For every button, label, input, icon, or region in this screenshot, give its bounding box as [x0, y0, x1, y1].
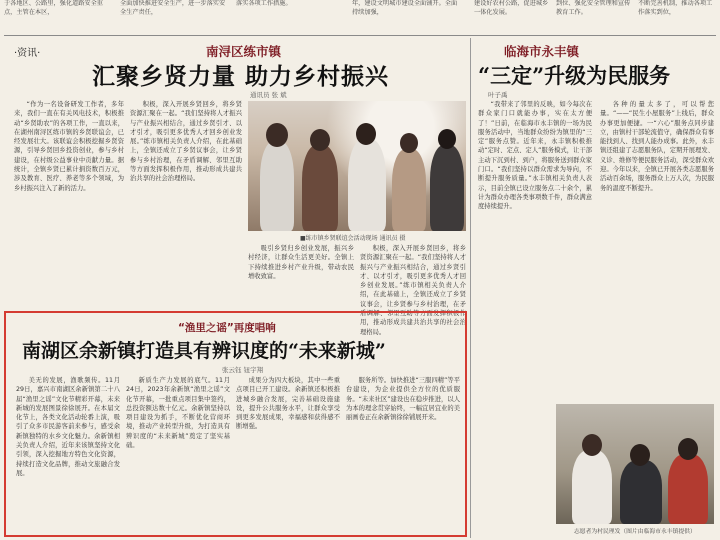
left-article-column-3: [248, 244, 354, 306]
left-article-column-2: [130, 100, 242, 306]
paragraph: “我带来了邻里的反映，如今每次在群众家门口就能办事，实在太方便了！”日前，在临海市永丰镇的一场为民服务活动中，当地群众纷纷为镇里的“三定”服务点赞。近年来，永丰镇积极推动“定时、定点、定人”服务模式，让干部主动下沉到村、到户，将服务送到群众家门口。“我们坚持以群众需求为导向，不断提升服务质量。”永丰镇相关负责人表示，目前全镇已设立服务点二十余个，累计为群众办理各类事项数千件，群众满意度持续提升。: [478, 101, 592, 211]
top-column: 到位、强化安全管理和宣传教育工作。: [556, 0, 631, 16]
featured-article-column-3: [236, 376, 340, 532]
paragraph: 积极，深入开展乡贤回乡，将乡贤资源汇聚在一起。“我们坚持将人才振兴与产业振兴相结合，通过乡贤引才、以才引才，吸引更多优秀人才回乡创业发展。”练市镇相关负责人介绍，在此基础上，全镇还成立了乡贤议事会，让乡贤参与乡村治理，在矛盾调解、邻里互助等方面发挥积极作用，推动形成共建共治共享的社会治理格局。: [130, 101, 242, 183]
column-divider: [470, 38, 471, 538]
right-photo-caption: 志愿者为村民理发（图片由临海市永丰镇提供）: [574, 529, 696, 535]
paragraph: “作为一名设备研发工作者，多年来，我们一直在有关风电技术，积极推动“乡贤助农”的各项工作，一直以来，在湖州南浔区练市镇的乡贤联谊会，已经发展壮大。该联谊会积极挖掘乡贤资源，引导乡贤回乡投资创业，参与乡村建设，在村级公益事业中贡献力量。据统计，全镇乡贤已累计捐资数百万元，涉及教育、医疗、养老等多个领域，为乡村振兴注入了新的活力。: [14, 101, 124, 192]
section-tag: ·资讯·: [14, 48, 41, 59]
left-photo-caption: ■练市镇乡贤联谊会活动现场 通讯员 摄: [300, 235, 406, 242]
featured-article-column-1: [16, 376, 120, 532]
top-column: 不断完善机制，推动各项工作落实到位，: [638, 0, 713, 16]
top-article-strip: [4, 0, 716, 34]
featured-article-headline: 南湖区余新镇打造具有辨识度的“未来新城”: [22, 340, 386, 362]
featured-article-column-2: [126, 376, 230, 532]
top-column: 于各地区、公路里，强化道路安全重点，主管在本区，: [4, 0, 103, 16]
right-article-column-2: [600, 100, 714, 398]
paragraph: 积极，深入开展乡贤回乡，将乡贤资源汇聚在一起。“我们坚持将人才振兴与产业振兴相结合，通过乡贤引才、以才引才，吸引更多优秀人才回乡创业发展。”练市镇相关负责人介绍，在此基础上，全镇还成立了乡贤议事会，让乡贤参与乡村治理，在矛盾调解、邻里互助等方面发挥积极作用，推动形成共建共治共享的社会治理格局。: [360, 245, 466, 336]
right-article-kicker: 临海市永丰镇: [504, 44, 580, 59]
top-column: 落实各项工作措施。: [236, 0, 292, 7]
right-article-photo: [556, 404, 714, 524]
paragraph: 服务所等。加快推进“三服四精”等平台建设，为企业提供全方位的优质服务。“未来社区”建设也在稳步推进，以人为本的理念贯穿始终，一幅宜居宜业的美丽画卷正在余新镇徐徐铺展开来。: [346, 377, 460, 422]
paragraph: 吸引乡贤归乡创业发展，振兴乡村经济，让群众生活更美好。全镇上下持续推进乡村产业升级，带动农民增收致富。: [248, 245, 354, 280]
top-column: 建设好农村公路，促进城乡一体化发展。: [474, 0, 549, 16]
right-article-headline: “三定”升级为民服务: [478, 63, 671, 88]
divider: [4, 35, 716, 36]
left-article-kicker: 南浔区练市镇: [206, 44, 282, 59]
top-column: 全面加快推进安全生产，进一步落实安全生产责任，: [120, 0, 226, 16]
paragraph: 各种的量太多了，可以帮您量。“——“民生小屋服务”上线后，群众办事更加便捷。一“六心”服务点同步建立，由镇村干部轮流值守，确保群众有事能找到人、找到人能办成事。此外，永丰镇还组建了志愿服务队，定期开展理发、义诊、维修等便民服务活动，深受群众欢迎。今年以来，全镇已开展各类志愿服务活动百余场，服务群众上万人次，为民服务的温度不断提升。: [600, 101, 714, 192]
left-article-photo: [248, 101, 466, 231]
paragraph: 新质生产力发展的底气。11月24日，2023年余新镇“渔里之谣”文化节开幕，一批重点项目集中签约，总投资额达数十亿元。余新镇坚持以项目建设为抓手，不断优化营商环境，推动产业转型升级，为打造具有辨识度的“未来新城”奠定了坚实基础。: [126, 377, 230, 450]
left-article-column-4: [360, 244, 466, 336]
paragraph: 美无的发展，渔歌频传。11月29日，嘉兴市南湖区余新镇第二十八届“渔里之谣”文化节精彩开幕，未来新城的发展图景徐徐展开。在本届文化节上，各类文化活动轮番上演，吸引了众多市民游客前来参与，感受余新镇独特的水乡文化魅力。余新镇相关负责人介绍，近年来该镇坚持文化引领，深入挖掘地方特色文化资源，持续打造文化品牌，推动文旅融合发展。: [16, 377, 120, 477]
top-column: 年，建设文明城市建设全面铺开。全面持续加强，: [352, 0, 458, 16]
left-article-headline: 汇聚乡贤力量 助力乡村振兴: [92, 63, 390, 90]
left-article-column-1: [14, 100, 124, 306]
featured-article-byline: 张云钰 钮宇翔: [222, 366, 264, 374]
featured-article-kicker: “渔里之谣”再度唱响: [178, 322, 276, 334]
paragraph: 成果分为四大板块，其中一些重点项目已开工建设。余新镇还积极推进城乡融合发展，完善基础设施建设，提升公共服务水平，让群众享受到更多发展成果，幸福感和获得感不断增强。: [236, 377, 340, 431]
right-article-byline: 叶子禹: [488, 91, 508, 99]
featured-article-column-4: [346, 376, 460, 532]
left-article-byline: 通讯员 张 斌: [250, 91, 287, 99]
